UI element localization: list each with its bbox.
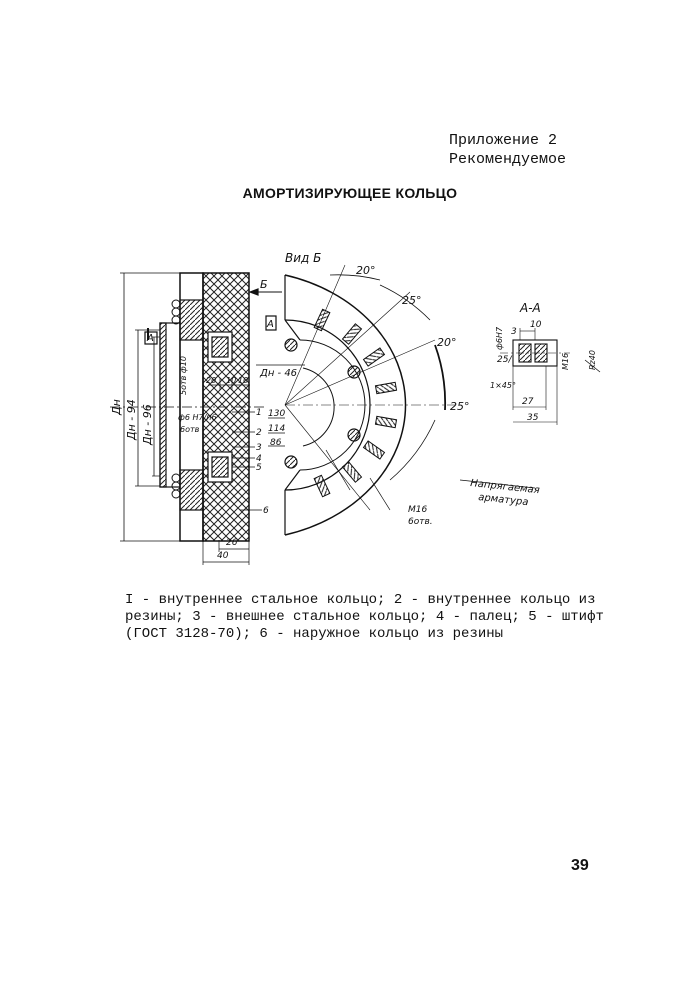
callout-5: 5 — [256, 463, 262, 473]
technical-drawing — [90, 240, 630, 570]
callout-2: 2 — [256, 428, 262, 438]
label-sec-chamfer: 1×45° — [490, 381, 516, 390]
callout-4: 4 — [256, 454, 262, 464]
label-dim-10: 10 — [226, 376, 237, 385]
label-angle-25b: 25° — [450, 400, 470, 413]
appendix-header — [449, 131, 566, 169]
label-86: 86 — [270, 438, 282, 448]
callout-1: 1 — [256, 408, 262, 418]
label-armature-1: Напрягаемая — [469, 478, 541, 497]
label-dn96: Дн - 96 — [141, 404, 154, 445]
caption-line-3: (ГОСТ 3128-70); 6 - наружное кольцо из резины — [125, 626, 504, 642]
label-sec-fh7: ф6Н7 — [495, 326, 504, 350]
figure-caption — [125, 592, 604, 643]
caption-line-2: резины; 3 - внешнее стальное кольцо; 4 - палец; 5 - штифт — [125, 609, 604, 625]
label-130: 130 — [268, 409, 286, 419]
label-angle-25a: 25° — [402, 294, 422, 307]
label-holes6b: 6отв. — [408, 517, 433, 527]
callout-6: 6 — [263, 506, 269, 516]
label-sec-3: 3 — [511, 327, 517, 337]
appendix-label: Приложение 2 — [449, 132, 558, 149]
label-angle-20a: 20° — [356, 264, 376, 277]
recommendation-label: Рекомендуемое — [449, 151, 567, 168]
label-holes6: 6отв — [180, 425, 200, 434]
label-view-b: Вид Б — [285, 251, 322, 265]
label-angle-20b: 20° — [437, 336, 457, 349]
page-title: АМОРТИЗИРУЮЩЕЕ КОЛЬЦО — [242, 185, 458, 201]
label-arrow-b: Б — [260, 278, 268, 291]
label-sec-m16: М16 — [561, 352, 570, 370]
label-sec-ra: Rz40 — [588, 350, 597, 370]
label-m16: М16 — [408, 505, 428, 515]
label-dim-40: 40 — [217, 551, 229, 561]
label-dim-26: 26 — [226, 538, 238, 548]
callout-3: 3 — [256, 443, 262, 453]
label-dim-20: 20 — [206, 376, 217, 385]
label-arrow-a-top: А — [147, 333, 154, 344]
label-sec-35: 35 — [527, 413, 539, 423]
section-a-a — [500, 328, 600, 425]
label-dn94: Дн - 94 — [125, 399, 138, 440]
label-holes: 5отв ф10 — [179, 356, 188, 395]
label-dn46: Дн - 46 — [260, 368, 298, 379]
label-114: 114 — [268, 424, 286, 434]
label-sec-27: 27 — [522, 397, 534, 407]
label-dim-10b: 10 — [238, 376, 249, 385]
label-dn: Дн — [110, 399, 123, 415]
page-number: 39 — [571, 857, 589, 874]
label-sec-25: 25/ — [497, 355, 512, 365]
label-armature-2: арматура — [477, 492, 529, 509]
label-fit: ф6 Н7/п6 — [178, 413, 217, 422]
label-section-aa: А-А — [520, 301, 541, 315]
caption-line-1: I - внутреннее стальное кольцо; 2 - внутреннее кольцо из — [125, 592, 596, 608]
label-sec-10: 10 — [530, 320, 542, 330]
label-arrow-a-right: А — [267, 319, 274, 330]
